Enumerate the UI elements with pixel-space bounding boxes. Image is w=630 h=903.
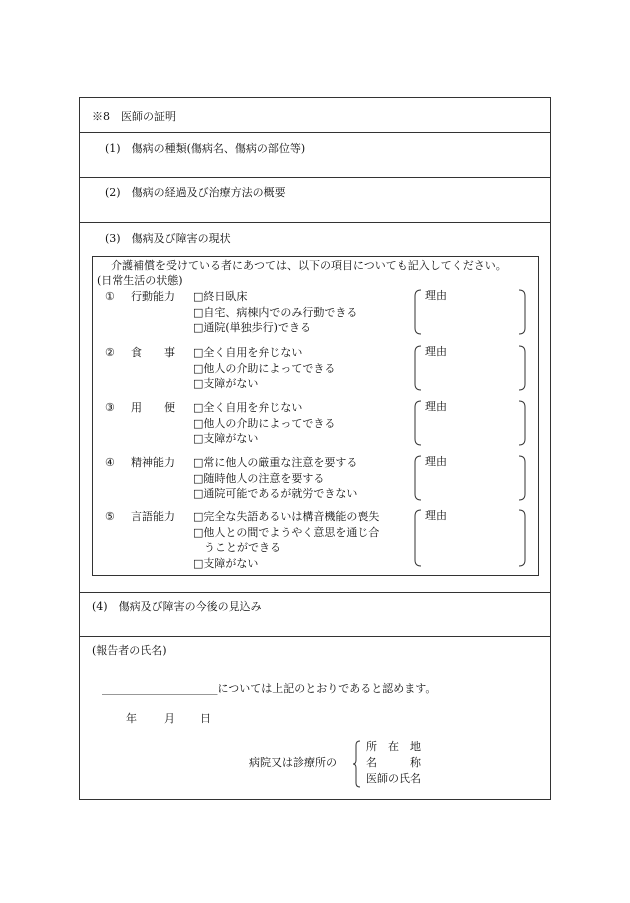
reason-field[interactable] — [413, 509, 527, 567]
row-options — [193, 289, 357, 336]
item-1-label: (1) 傷病の種類(傷病名、傷病の部位等) — [105, 142, 306, 155]
row-label: 食 事 — [131, 346, 175, 359]
option-checkbox[interactable]: □常に他人の厳重な注意を要する — [193, 456, 358, 469]
reason-label: 理由 — [425, 289, 447, 302]
row-label: 行動能力 — [131, 290, 175, 303]
option-checkbox[interactable]: □終日臥床 — [193, 290, 248, 303]
field-doctor-name: 医師の氏名 — [366, 772, 421, 785]
row-options — [193, 345, 335, 392]
option-checkbox[interactable]: □通院(単独歩行)できる — [193, 321, 311, 334]
option-continuation: うことができる — [204, 541, 281, 554]
status-subheading: (日常生活の状態) — [97, 274, 183, 287]
row-label: 用 便 — [131, 401, 175, 414]
reason-label: 理由 — [425, 509, 447, 522]
item-2-label: (2) 傷病の経過及び治療方法の概要 — [105, 186, 286, 199]
option-checkbox[interactable]: □他人との間でようやく意思を通じ合 — [193, 525, 380, 539]
divider — [80, 592, 550, 593]
brace-icon — [352, 740, 362, 788]
option-checkbox[interactable]: □支障がない — [193, 432, 259, 445]
reason-label: 理由 — [425, 345, 447, 358]
reporter-name-blank[interactable]: _____________________ — [102, 682, 218, 695]
option-checkbox[interactable]: □全く自用を弁じない — [193, 346, 303, 359]
field-name: 名 称 — [366, 756, 421, 769]
row-number: ① — [105, 290, 115, 303]
reason-label: 理由 — [425, 400, 447, 413]
row-label: 精神能力 — [131, 456, 175, 469]
date-month: 月 — [164, 712, 175, 725]
option-checkbox[interactable]: □通院可能であるが就労できない — [193, 487, 358, 500]
reason-field[interactable] — [413, 289, 527, 335]
date-day: 日 — [200, 712, 211, 725]
date-year: 年 — [126, 712, 137, 725]
row-number: ③ — [105, 401, 115, 414]
divider — [80, 222, 550, 223]
reason-field[interactable] — [413, 345, 527, 391]
option-checkbox[interactable]: □他人の介助によってできる — [193, 361, 336, 375]
institution-label: 病院又は診療所の — [249, 756, 337, 769]
item-3-label: (3) 傷病及び障害の現状 — [105, 232, 231, 245]
status-intro: 介護補償を受けている者にあつては、以下の項目についても記入してください。 — [111, 259, 507, 272]
item-4-label: (4) 傷病及び障害の今後の見込み — [92, 600, 262, 613]
option-checkbox[interactable]: □全く自用を弁じない — [193, 401, 303, 414]
doctor-certificate-form — [79, 97, 551, 800]
section-title: ※8 医師の証明 — [92, 110, 176, 123]
row-number: ⑤ — [105, 510, 115, 523]
option-checkbox[interactable]: □自宅、病棟内でのみ行動できる — [193, 305, 358, 319]
reporter-name-line — [102, 682, 436, 696]
divider — [80, 636, 550, 637]
daily-life-status-box — [92, 256, 539, 576]
option-checkbox[interactable]: □随時他人の注意を要する — [193, 471, 325, 485]
row-options — [193, 509, 379, 571]
reason-label: 理由 — [425, 455, 447, 468]
divider — [80, 177, 550, 178]
row-label: 言語能力 — [131, 510, 175, 523]
row-options — [193, 455, 357, 502]
option-checkbox[interactable]: □完全な失語あるいは構音機能の喪失 — [193, 510, 380, 523]
option-checkbox[interactable]: □支障がない — [193, 377, 259, 390]
option-checkbox[interactable]: □他人の介助によってできる — [193, 416, 336, 430]
row-number: ④ — [105, 456, 115, 469]
reporter-heading: (報告者の氏名) — [92, 644, 167, 657]
row-options — [193, 400, 335, 447]
option-checkbox[interactable]: □支障がない — [193, 556, 259, 570]
reason-field[interactable] — [413, 400, 527, 446]
divider — [80, 132, 550, 133]
reason-field[interactable] — [413, 455, 527, 501]
row-number: ② — [105, 346, 115, 359]
field-address: 所 在 地 — [366, 740, 421, 753]
reporter-statement: については上記のとおりであると認めます。 — [217, 682, 437, 695]
